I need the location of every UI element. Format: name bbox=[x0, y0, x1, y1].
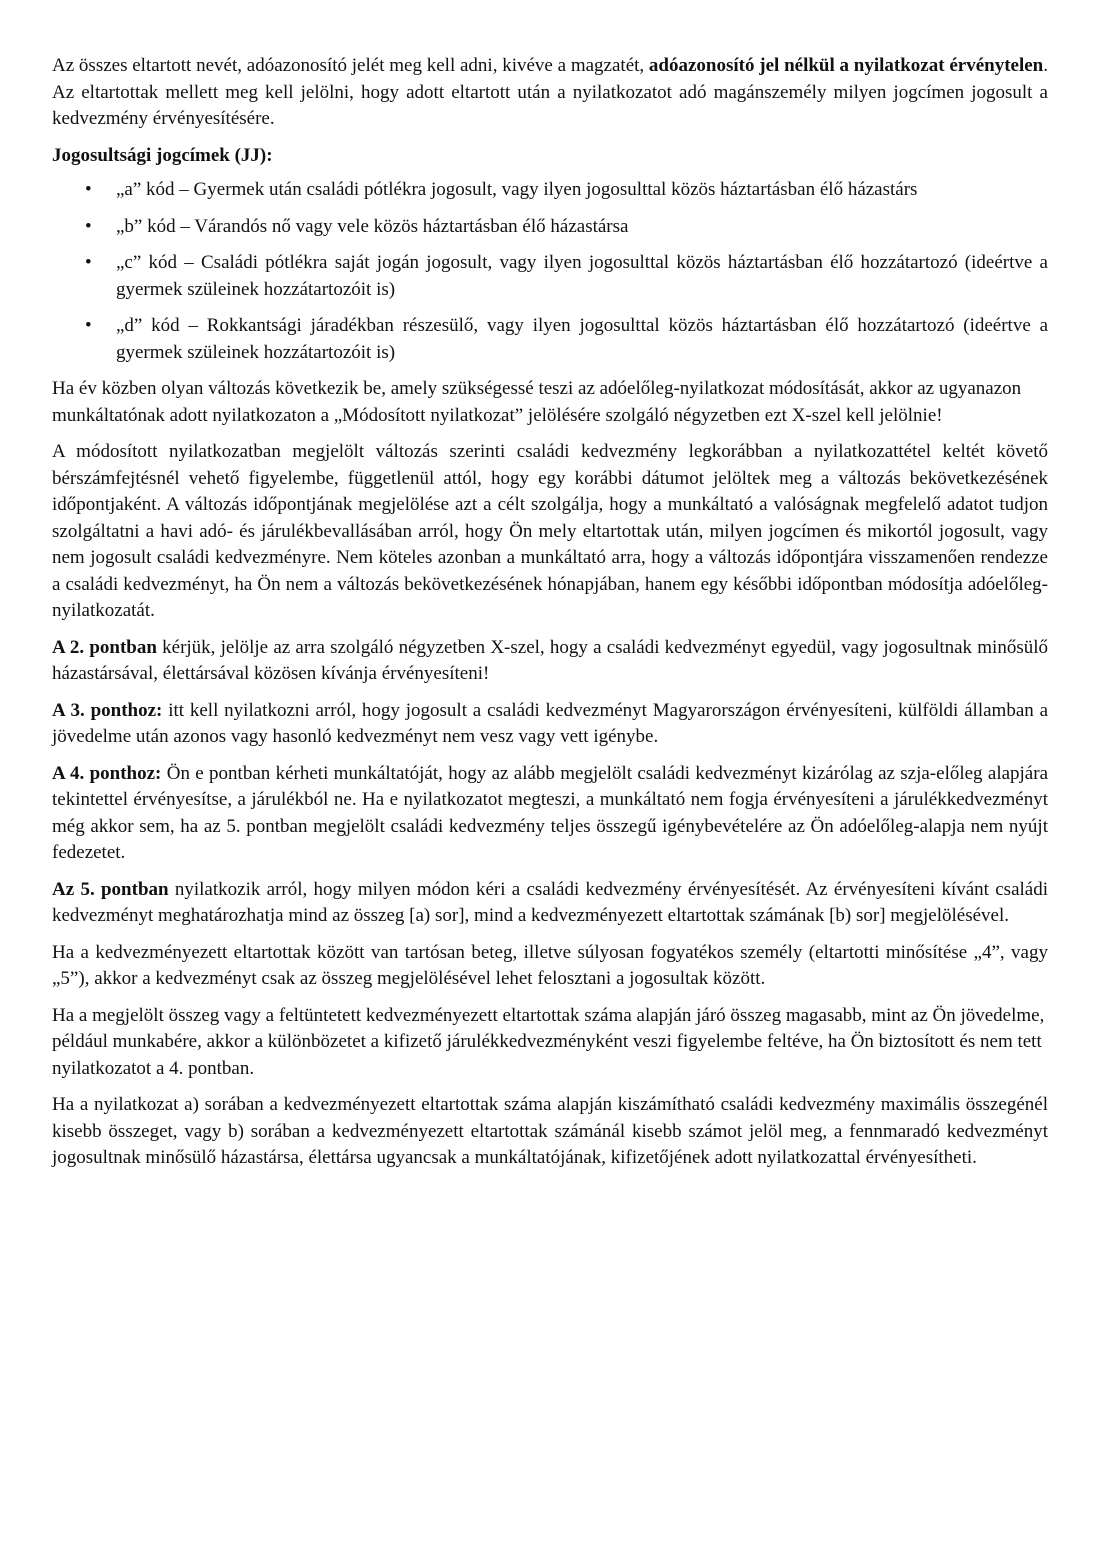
intro-bold-warning: adóazonosító jel nélkül a nyilatkozat érvénytelen bbox=[648, 55, 1044, 76]
list-item-code-c bbox=[52, 250, 1048, 303]
list-item-text: „c” kód – Családi pótlékra saját jogán jogosult, vagy ilyen jogosulttal közös háztartásban élő hozzátartozó (ideértve a gyermek szüleinek hozzátartozóit is) bbox=[116, 252, 1048, 300]
list-item-text: „d” kód – Rokkantsági járadékban részesülő, vagy ilyen jogosulttal közös háztartásban élő hozzátartozó (ideértve a gyermek szüleinek hozzátartozóit is) bbox=[116, 315, 1048, 363]
tartosan-beteg-paragraph: Ha a kedvezményezett eltartottak között van tartósan beteg, illetve súlyosan fogyatékos személy (eltartotti minősítése „4”, vagy „5”), akkor a kedvezményt csak az összeg megjelölésével lehet felosztani a jogosultak között. bbox=[52, 941, 1048, 989]
list-item-text: „b” kód – Várandós nő vagy vele közös háztartásban élő házastársa bbox=[116, 215, 629, 237]
jogcimek-heading: Jogosultsági jogcímek (JJ): bbox=[52, 144, 273, 166]
pont2-paragraph bbox=[52, 635, 1048, 688]
list-item-code-a bbox=[52, 177, 1048, 204]
pont5-text: nyilatkozik arról, hogy milyen módon kéri a családi kedvezmény érvényesítését. Az érvényesíteni kívánt családi kedvezményt meghatározhatja mind az összeg [a) sor], mind a kedvezményezett eltartottak számának [b) sor] megjelölésével. bbox=[52, 878, 1048, 926]
pont4-paragraph bbox=[52, 761, 1048, 867]
pont3-text: itt kell nyilatkozni arról, hogy jogosult a családi kedvezményt Magyarországon érvényesíteni, külföldi államban a jövedelme után azonos vagy hasonló kedvezményt nem vesz vagy vett igénybe. bbox=[52, 699, 1049, 747]
modositott-nyilatkozat-paragraph: A módosított nyilatkozatban megjelölt változás szerinti családi kedvezmény legkorábban a nyilatkozattétel keltét követő bérszámfejtésnél vehető figyelembe, függetlenül attól, hogy egy korábbi dátumot jelöltek meg a változás bekövetkezésének időpontjaként. A változás időpontjának megjelölése azt a célt szolgálja, hogy a munkáltató a valóságnak megfelelő adatot tudjon szolgáltatni a havi adó- és járulékbevallásában arról, hogy Ön mely eltartottak után, milyen jogcímen és mikortól jogosult, vagy nem jogosult családi kedvezményre. Nem köteles azonban a munkáltató arra, hogy a változás időpontjára visszamenően rendezze a családi kedvezményt, ha Ön nem a változás bekövetkezésének hónapjában, hanem egy későbbi időpontban módosítja adóelőleg-nyilatkozatát. bbox=[52, 441, 1048, 621]
modositas-paragraph: Ha év közben olyan változás következik be, amely szükségessé teszi az adóelőleg-nyilatkozat módosítását, akkor az ugyanazon munkáltatónak adott nyilatkozaton a „Módosított nyilatkozat” jelölésére szolgáló négyzetben ezt X-szel kell jelölnie! bbox=[52, 378, 1022, 426]
pont2-label: A 2. pontban bbox=[52, 636, 157, 658]
pont4-text: Ön e pontban kérheti munkáltatóját, hogy az alább megjelölt családi kedvezményt kizárólag az szja-előleg alapjára tekintettel érvényesítse, a járulékból ne. Ha e nyilatkozatot megteszi, a munkáltató nem fogja érvényesíteni a járulékkedvezményt még akkor sem, ha az 5. pontban megjelölt családi kedvezmény teljes összegű igénybevételére az Ön adóelőleg-alapja nem nyújt fedezetet. bbox=[52, 762, 1049, 863]
pont5-paragraph bbox=[52, 877, 1048, 930]
jogcimek-list bbox=[52, 177, 1048, 366]
fennmarado-kedvezmeny-paragraph: Ha a nyilatkozat a) sorában a kedvezményezett eltartottak száma alapján kiszámítható családi kedvezmény maximális összegénél kisebb összeget, vagy b) sorában a kedvezményezett eltartottak számánál kisebb számot jelöl meg, a fennmaradó kedvezményt jogosultnak minősülő házastársa, élettársa ugyancsak a munkáltatójának, kifizetőjének adott nyilatkozattal érvényesítheti. bbox=[52, 1094, 1048, 1168]
magasabb-osszeg-paragraph: Ha a megjelölt összeg vagy a feltüntetett kedvezményezett eltartottak száma alapján járó összeg magasabb, mint az Ön jövedelme, például munkabére, akkor a különbözetet a kifizető járulékkedvezményként veszi figyelembe feltéve, ha Ön biztosított és nem tett nyilatkozatot a 4. pontban. bbox=[52, 1004, 1045, 1079]
document-page bbox=[52, 53, 1048, 1182]
pont4-label: A 4. ponthoz: bbox=[52, 762, 162, 784]
pont5-label: Az 5. pontban bbox=[52, 878, 169, 900]
list-item-code-d bbox=[52, 313, 1048, 366]
pont3-label: A 3. ponthoz: bbox=[52, 699, 163, 721]
list-item-code-b bbox=[52, 214, 1048, 241]
intro-paragraph bbox=[52, 53, 1048, 133]
pont2-text: kérjük, jelölje az arra szolgáló négyzetben X-szel, hogy a családi kedvezményt egyedül, vagy jogosultnak minősülő házastársával, élettársával közösen kívánja érvényesíteni! bbox=[52, 636, 1048, 684]
bullet-icon: • bbox=[85, 215, 92, 237]
intro-text-2: . Az eltartottak mellett meg kell jelölni, hogy adott eltartott után a nyilatkozatot adó magánszemély milyen jogcímen jogosult a kedvezmény érvényesítésére. bbox=[52, 55, 1048, 129]
bullet-icon: • bbox=[85, 179, 92, 200]
intro-text-1: Az összes eltartott nevét, adóazonosító jelét meg kell adni, kivéve a magzatét, bbox=[52, 55, 649, 76]
bullet-icon: • bbox=[85, 252, 92, 273]
list-item-text: „a” kód – Gyermek után családi pótlékra jogosult, vagy ilyen jogosulttal közös háztartásban élő házastárs bbox=[116, 179, 918, 200]
bullet-icon: • bbox=[85, 315, 92, 336]
pont3-paragraph bbox=[52, 698, 1048, 751]
